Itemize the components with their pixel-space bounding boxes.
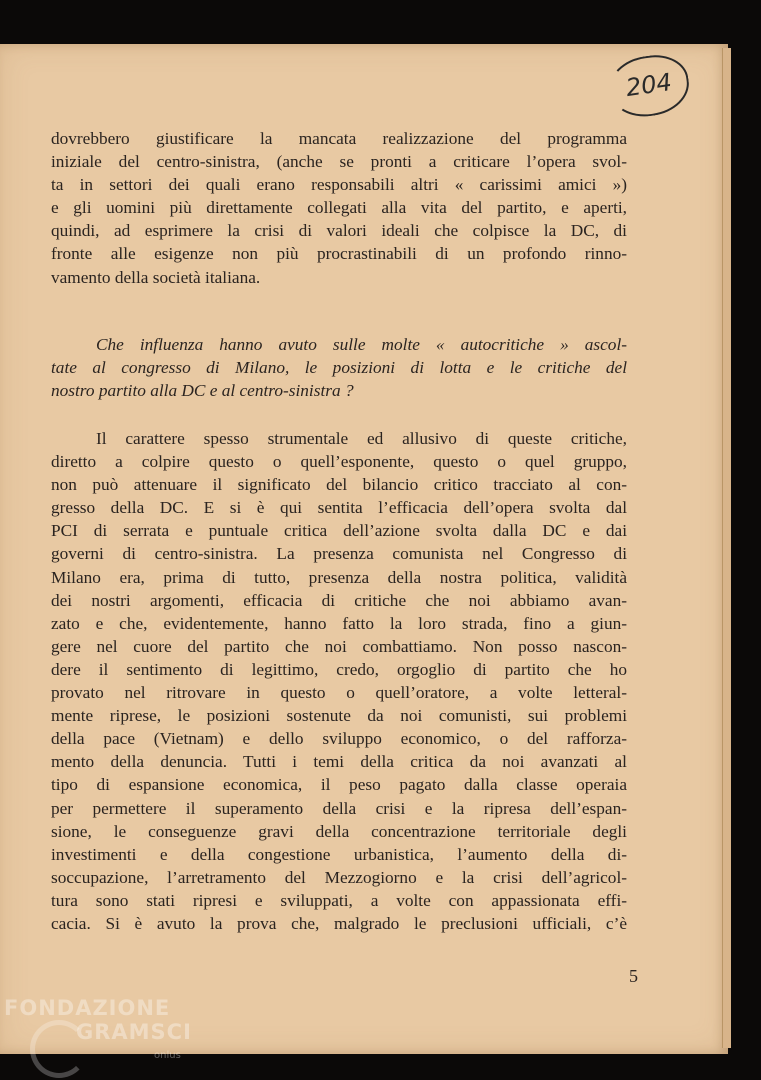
watermark-line1: FONDAZIONE	[4, 996, 171, 1020]
text-line: dere il sentimento di legittimo, credo, orgoglio di partito che ho	[51, 659, 627, 679]
text-line: iniziale del centro-sinistra, (anche se pronti a criticare l’opera svol-	[51, 152, 627, 172]
handwritten-archive-number: 204	[605, 51, 693, 122]
text-line: soccupazione, l’arretramento del Mezzogiorno e la crisi dell’agricol-	[51, 867, 627, 887]
interview-question	[51, 333, 627, 402]
text-line: mente riprese, le posizioni sostenute da noi comunisti, sui problemi	[51, 706, 627, 726]
text-line: tate al congresso di Milano, le posizioni di lotta e le critiche del	[51, 358, 627, 378]
text-line: cacia. Si è avuto la prova che, malgrado le preclusioni ufficiali, c’è	[51, 913, 627, 933]
text-line: investimenti e della congestione urbanistica, l’aumento della di-	[51, 844, 627, 864]
text-line: Che influenza hanno avuto sulle molte « autocritiche » ascol-	[96, 335, 627, 354]
text-line: ta in settori dei quali erano responsabili altri « carissimi amici »)	[51, 175, 627, 195]
page-number: 5	[629, 966, 638, 986]
text-line: governi di centro-sinistra. La presenza comunista nel Congresso di	[51, 544, 627, 564]
text-line: dei nostri argomenti, efficacia di critiche che noi abbiamo avan-	[51, 590, 627, 610]
text-line: quindi, ad esprimere la crisi di valori ideali che colpisce la DC, di	[51, 221, 627, 241]
text-line: mento della denuncia. Tutti i temi della critica da noi avanzati al	[51, 752, 627, 772]
text-line: zato e che, evidentemente, hanno fatto la loro strada, fino a giun-	[51, 613, 627, 633]
text-line: fronte alle esigenze non più procrastinabili di un profondo rinno-	[51, 244, 627, 264]
watermark-onlus: onlus	[154, 1050, 181, 1061]
paragraph-1	[51, 127, 627, 289]
text-line: vamento della società italiana.	[51, 267, 261, 287]
watermark-line2: GRAMSCI	[76, 1020, 192, 1044]
text-line: tura sono stati ripresi e sviluppati, a volte con appassionata effi-	[51, 890, 627, 910]
text-line: della pace (Vietnam) e dello sviluppo economico, o del rafforza-	[51, 729, 627, 749]
text-line: provato nel ritrovare in questo o quell’oratore, a volte letteral-	[51, 683, 627, 703]
text-line: gere nel cuore del partito che noi combattiamo. Non posso nascon-	[51, 636, 627, 656]
text-line: dovrebbero giustificare la mancata realizzazione del programma	[51, 129, 627, 148]
page-edge	[722, 48, 731, 1048]
text-line: diretto a colpire questo o quell’esponente, questo o quel gruppo,	[51, 452, 627, 472]
paragraph-2	[51, 427, 627, 935]
watermark-text	[4, 996, 192, 1044]
text-line: Il carattere spesso strumentale ed allusivo di queste critiche,	[96, 429, 627, 448]
text-line: e gli uomini più direttamente collegati alla vita del partito, e aperti,	[51, 198, 627, 218]
text-line: non può attenuare il significato del bilancio critico tracciato al con-	[51, 475, 627, 495]
text-line: nostro partito alla DC e al centro-sinistra ?	[51, 381, 354, 401]
text-line: sione, le conseguenze gravi della concentrazione territoriale degli	[51, 821, 627, 841]
text-line: tipo di espansione economica, il peso pagato dalla classe operaia	[51, 775, 627, 795]
text-line: Milano era, prima di tutto, presenza della nostra politica, validità	[51, 567, 627, 587]
text-line: gresso della DC. E si è qui sentita l’efficacia dell’opera svolta dal	[51, 498, 627, 518]
text-line: PCI di serrata e puntuale critica dell’azione svolta dalla DC e dai	[51, 521, 627, 541]
text-line: per permettere il superamento della crisi e la ripresa dell’espan-	[51, 798, 627, 818]
